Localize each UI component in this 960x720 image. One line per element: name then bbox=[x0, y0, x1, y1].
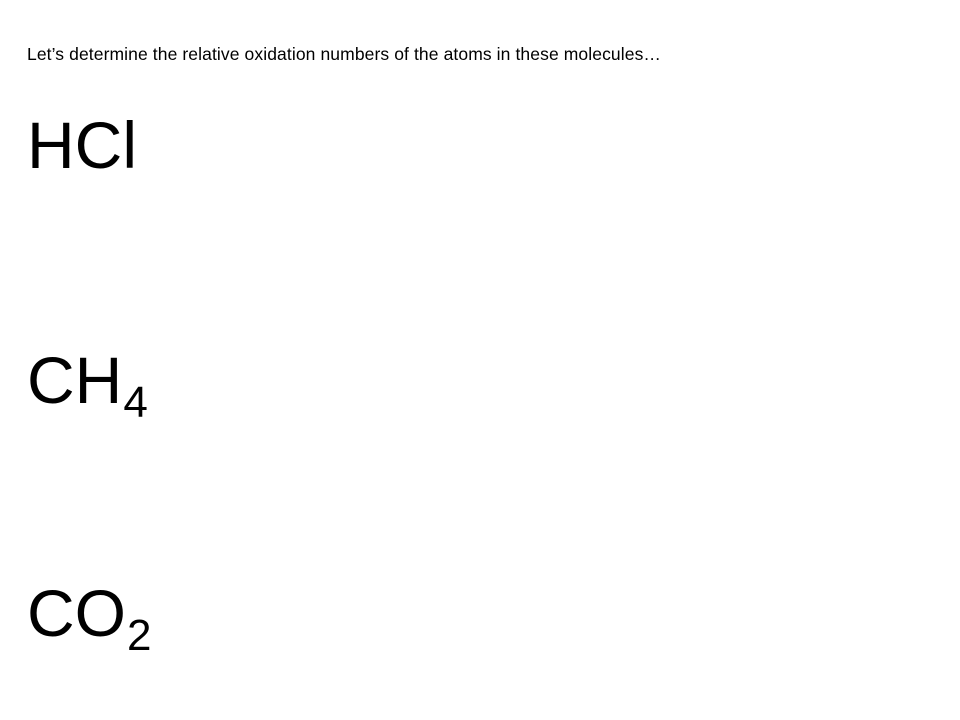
formula-co2 bbox=[27, 575, 152, 660]
formula-ch4-main: CH bbox=[27, 343, 123, 417]
formula-co2-subscript: 2 bbox=[127, 611, 152, 660]
formula-ch4 bbox=[27, 342, 148, 427]
formula-co2-main: CO bbox=[27, 576, 126, 650]
formula-hcl bbox=[27, 107, 138, 183]
formula-ch4-subscript: 4 bbox=[123, 378, 148, 427]
slide-prompt: Let’s determine the relative oxidation numbers of the atoms in these molecules… bbox=[27, 44, 662, 64]
formula-hcl-main: HCl bbox=[27, 108, 137, 182]
